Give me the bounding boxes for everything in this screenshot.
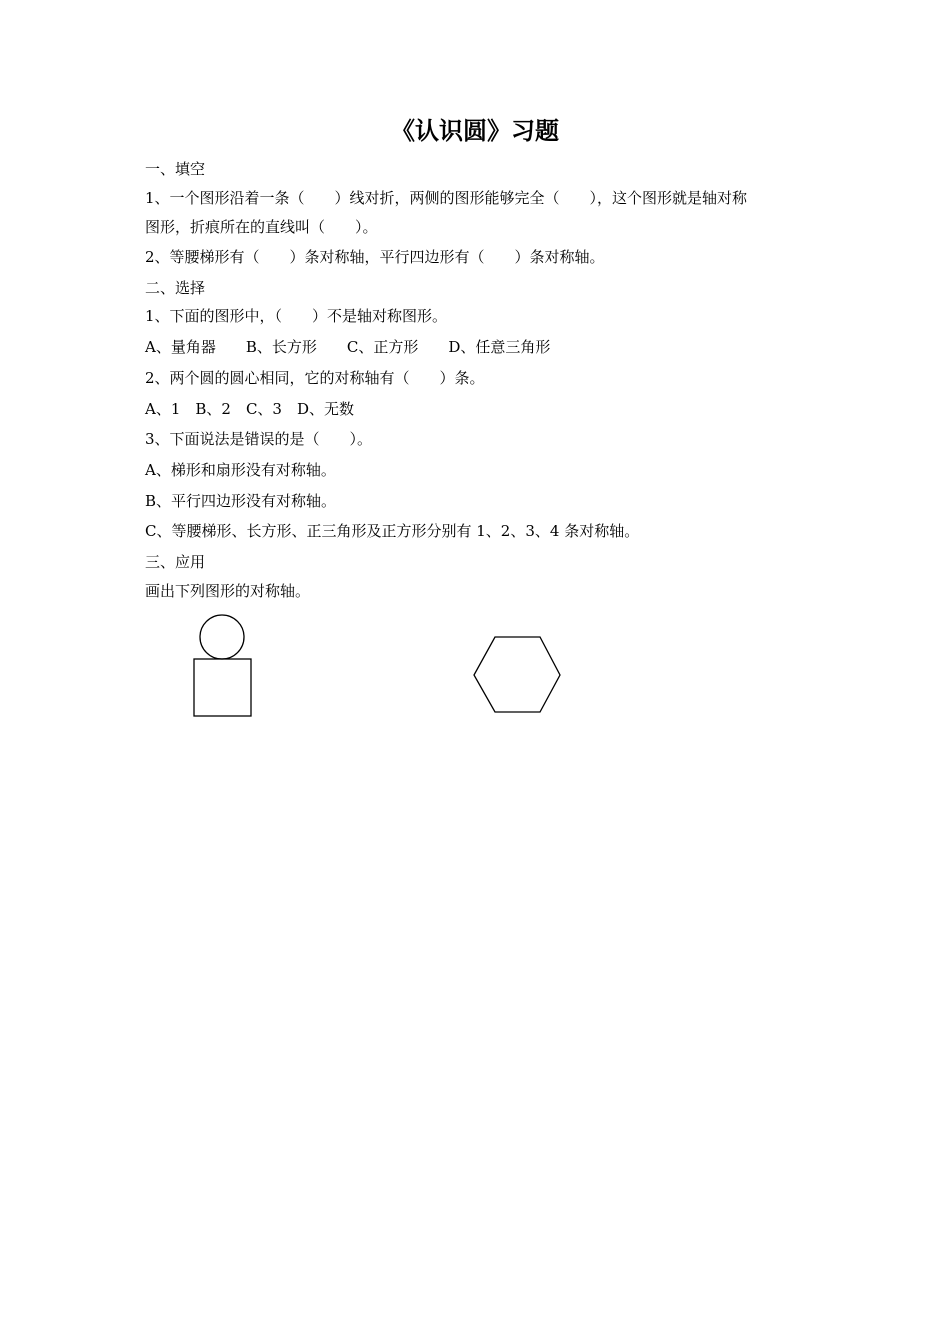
choice-question-2: 2、两个圆的圆心相同，它的对称轴有（ ）条。 — [145, 369, 485, 387]
figure-hexagon — [474, 637, 560, 712]
page-title: 《认识圆》习题 — [391, 117, 559, 145]
choice-question-1: 1、下面的图形中，（ ）不是轴对称图形。 — [145, 307, 448, 325]
choice-question-1-options: A、量角器 B、长方形 C、正方形 D、任意三角形 — [145, 338, 551, 356]
section-choice-heading: 二、选择 — [145, 279, 206, 297]
choice-question-3-option-b: B、平行四边形没有对称轴。 — [145, 492, 337, 510]
choice-question-3-option-a: A、梯形和扇形没有对称轴。 — [145, 461, 336, 479]
circle-on-square-svg — [190, 612, 256, 720]
fill-blank-question-1-continued: 图形，折痕所在的直线叫（ ）。 — [145, 218, 378, 236]
circle-on-square-figure — [190, 612, 256, 720]
section-application-heading: 三、应用 — [145, 553, 206, 571]
application-instruction: 画出下列图形的对称轴。 — [145, 582, 311, 600]
hexagon-svg — [470, 634, 564, 716]
choice-question-3: 3、下面说法是错误的是（ ）。 — [145, 430, 373, 448]
fill-blank-question-2: 2、等腰梯形有（ ）条对称轴，平行四边形有（ ）条对称轴。 — [145, 248, 605, 266]
figure-square — [194, 659, 251, 716]
hexagon-figure — [470, 634, 564, 716]
choice-question-3-option-c: C、等腰梯形、长方形、正三角形及正方形分别有 1、2、3、4 条对称轴。 — [145, 522, 640, 540]
figure-circle — [200, 615, 244, 659]
fill-blank-question-1: 1、一个图形沿着一条（ ）线对折，两侧的图形能够完全（ ），这个图形就是轴对称 — [145, 189, 748, 207]
section-fill-blank-heading: 一、填空 — [145, 160, 206, 178]
choice-question-2-options: A、1 B、2 C、3 D、无数 — [145, 400, 354, 418]
